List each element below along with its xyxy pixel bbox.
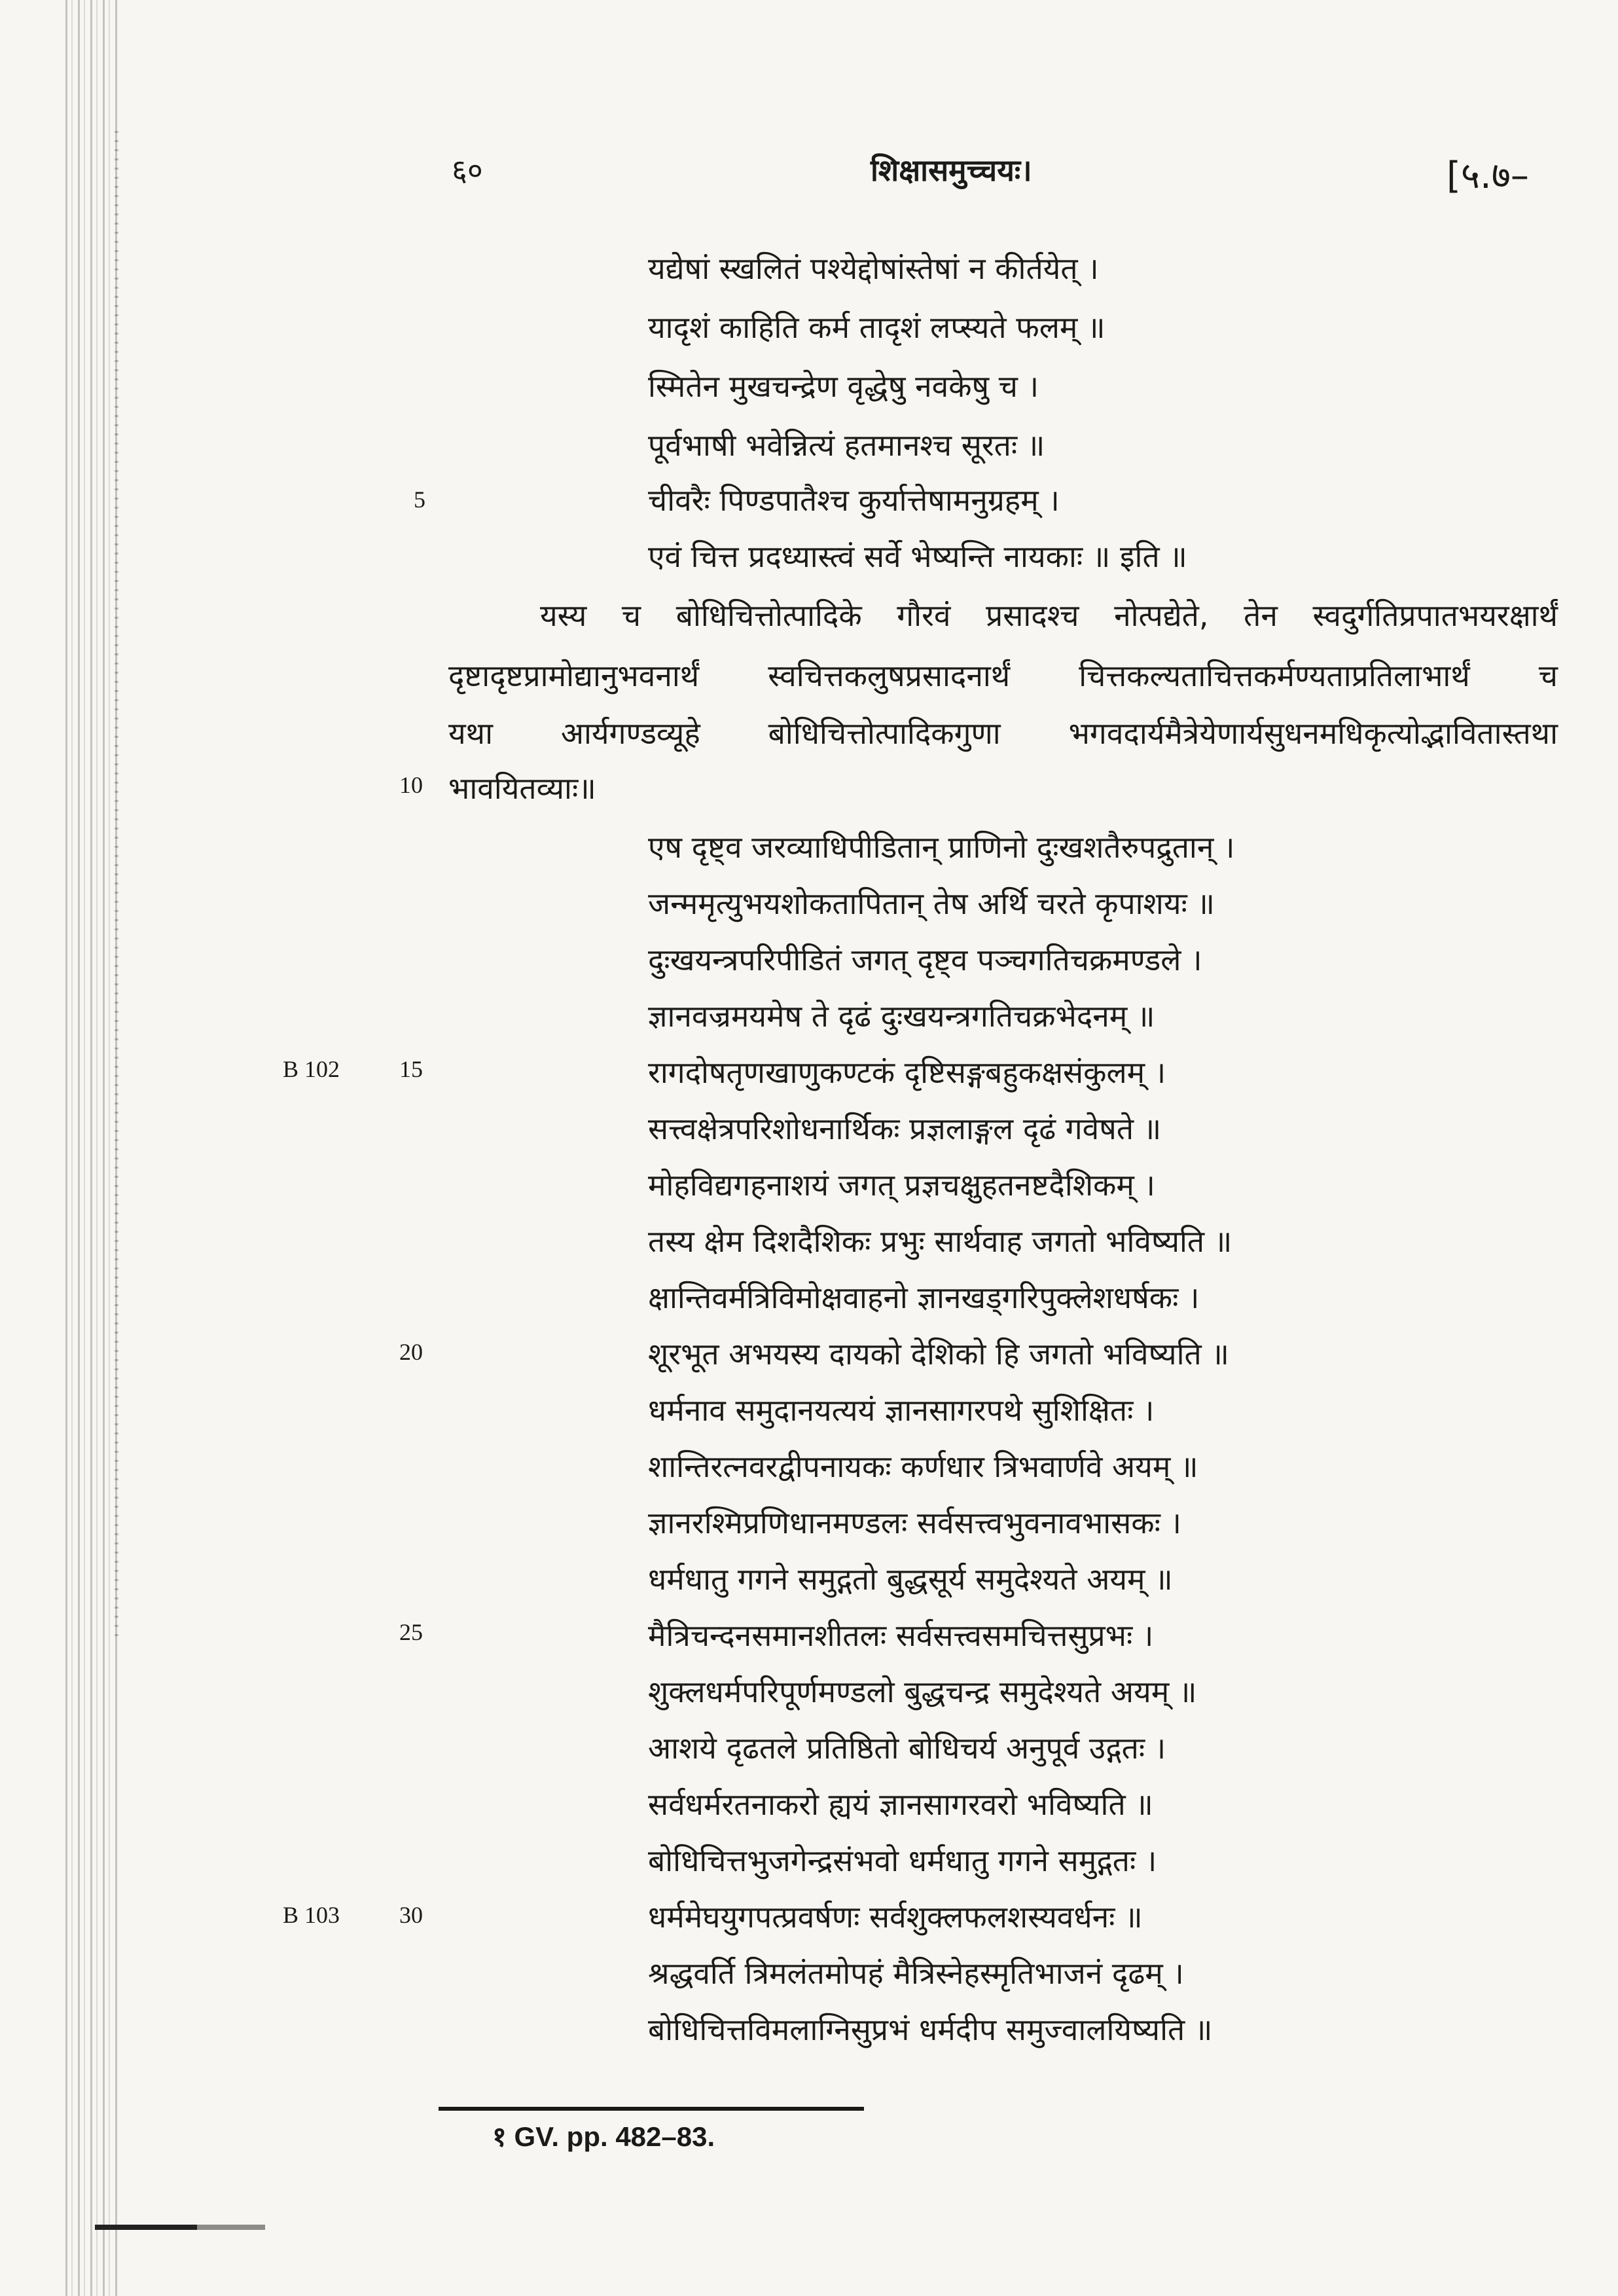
verse-line: चीवरैः पिण्डपातैश्च कुर्यात्तेषामनुग्रहम् । <box>648 483 1060 518</box>
verse-line: शान्तिरत्नवरद्वीपनायकः कर्णधार त्रिभवार्णवे अयम् ॥ <box>648 1449 1198 1484</box>
verse-line: एवं चित्त प्रदध्यास्त्वं सर्वे भेष्यन्ति नायकाः ॥ इति ॥ <box>648 539 1187 574</box>
verse-line: धर्ममेघयुगपत्प्रवर्षणः सर्वशुक्लफलशस्यवर्धनः ॥ <box>648 1899 1143 1935</box>
verse-line: मोहविद्यगहनाशयं जगत् प्रज्ञचक्षुहतनष्टदैशिकम् । <box>648 1167 1155 1203</box>
verse-line: धर्मधातु गगने समुद्गतो बुद्धसूर्य समुदेश्यते अयम् ॥ <box>648 1561 1173 1597</box>
prose-line: यस्य च बोधिचित्तोत्पादिके गौरवं प्रसादश्च नोत्पद्येते, तेन स्वदुर्गतिप्रपातभयरक्षार्थं <box>540 598 1558 633</box>
verse-line: बोधिचित्तविमलाग्निसुप्रभं धर्मदीप समुज्वालयिष्यति ॥ <box>648 2012 1213 2047</box>
binding-edge-marks <box>115 131 118 1637</box>
verse-line: जन्ममृत्युभयशोकतापितान् तेष अर्थि चरते कृपाशयः ॥ <box>648 886 1215 921</box>
verse-line: यद्येषां स्खलितं पश्येद्दोषांस्तेषां न कीर्तयेत् । <box>648 251 1099 286</box>
line-number: 10 <box>399 772 423 798</box>
scan-edge-mark <box>95 2225 265 2230</box>
prose-line: यथा आर्यगण्डव्यूहे बोधिचित्तोत्पादिकगुणा भगवदार्यमैत्रेयेणार्यसुधनमधिकृत्योद्भावितास्तथा <box>448 716 1558 751</box>
line-number: 25 <box>399 1619 423 1645</box>
line-number: 15 <box>399 1056 423 1082</box>
prose-line: भावयितव्याः॥ <box>448 771 596 806</box>
verse-line: सर्वधर्मरतनाकरो ह्ययं ज्ञानसागरवरो भविष्यति ॥ <box>648 1787 1153 1822</box>
verse-line: ज्ञानवज्रमयमेष ते दृढं दुःखयन्त्रगतिचक्रभेदनम् ॥ <box>648 998 1155 1034</box>
line-number: 20 <box>399 1339 423 1365</box>
line-number: 30 <box>399 1902 423 1928</box>
footnote-rule <box>439 2107 864 2111</box>
line-number: 5 <box>414 486 425 513</box>
page-number: ६० <box>452 153 483 188</box>
verse-line: आशये दृढतले प्रतिष्ठितो बोधिचर्य अनुपूर्व उद्गतः । <box>648 1730 1166 1766</box>
verse-line: तस्य क्षेम दिशदैशिकः प्रभुः सार्थवाह जगतो भविष्यति ॥ <box>648 1224 1232 1259</box>
edition-page-marker: B 102 <box>283 1056 340 1082</box>
page-header <box>0 149 1618 202</box>
prose-line: दृष्टादृष्टप्रामोद्यानुभवनार्थं स्वचित्तकलुषप्रसादनार्थं चित्तकल्यताचित्तकर्मण्यताप्रतिलाभार्थं च <box>448 658 1558 693</box>
verse-line: क्षान्तिवर्मत्रिविमोक्षवाहनो ज्ञानखड्गरिपुक्लेशधर्षकः । <box>648 1280 1200 1315</box>
footnote: १ GV. pp. 482–83. <box>492 2121 715 2152</box>
verse-line: पूर्वभाषी भवेन्नित्यं हतमानश्च सूरतः ॥ <box>648 428 1045 463</box>
verse-line: दुःखयन्त्रपरिपीडितं जगत् दृष्ट्व पञ्चगतिचक्रमण्डले । <box>648 942 1202 977</box>
verse-line: श्रद्धवर्ति त्रिमलंतमोपहं मैत्रिस्नेहस्मृतिभाजनं दृढम् । <box>648 1956 1184 1991</box>
edition-page-marker: B 103 <box>283 1902 340 1928</box>
verse-line: यादृशं काहिति कर्म तादृशं लप्स्यते फलम् ॥ <box>648 310 1106 345</box>
verse-line: मैत्रिचन्दनसमानशीतलः सर्वसत्त्वसमचित्तसुप्रभः । <box>648 1618 1154 1653</box>
running-title: शिक्षासमुच्चयः। <box>871 153 1032 188</box>
verse-line: बोधिचित्तभुजगेन्द्रसंभवो धर्मधातु गगने समुद्गतः । <box>648 1843 1157 1878</box>
verse-line: शूरभूत अभयस्य दायको देशिको हि जगतो भविष्यति ॥ <box>648 1336 1229 1372</box>
verse-line: सत्त्वक्षेत्रपरिशोधनार्थिकः प्रज्ञलाङ्गल दृढं गवेषते ॥ <box>648 1111 1162 1146</box>
verse-line: रागदोषतृणखाणुकण्टकं दृष्टिसङ्गबहुकक्षसंकुलम् । <box>648 1055 1166 1090</box>
verse-line: ज्ञानरश्मिप्रणिधानमण्डलः सर्वसत्त्वभुवनावभासकः । <box>648 1505 1181 1540</box>
book-binding-shadow <box>65 0 118 2296</box>
verse-line: एष दृष्ट्व जरव्याधिपीडितान् प्राणिनो दुःखशतैरुपद्रुतान् । <box>648 829 1235 865</box>
verse-line: स्मितेन मुखचन्द्रेण वृद्धेषु नवकेषु च । <box>648 369 1039 404</box>
verse-line: शुक्लधर्मपरिपूर्णमण्डलो बुद्धचन्द्र समुदेश्यते अयम् ॥ <box>648 1674 1197 1709</box>
verse-line: धर्मनाव समुदानयत्ययं ज्ञानसागरपथे सुशिक्षितः । <box>648 1393 1155 1428</box>
section-reference: [५.७– <box>1447 155 1529 197</box>
